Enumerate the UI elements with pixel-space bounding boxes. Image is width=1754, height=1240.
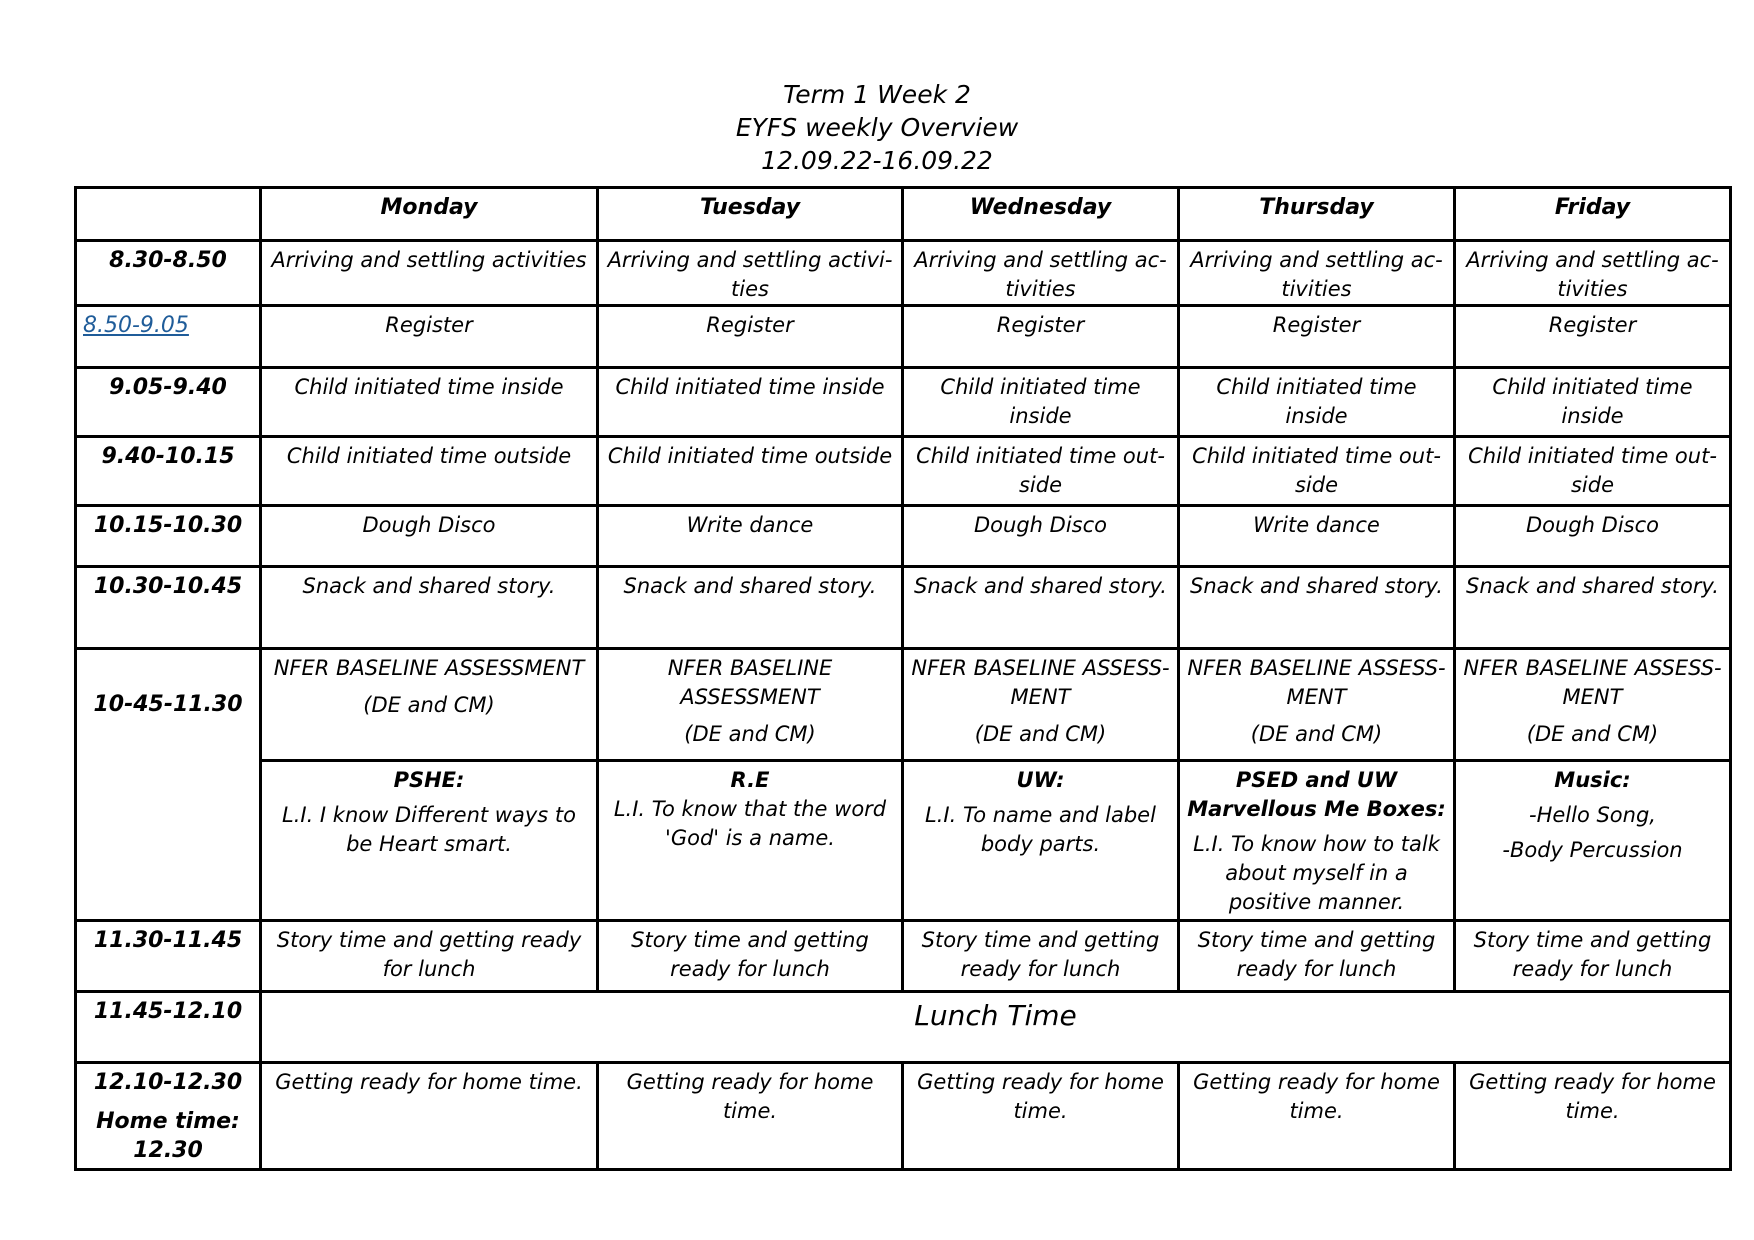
weekly-timetable <box>74 186 1732 1171</box>
activity-cell: Arriving and settling ac-tivities <box>903 241 1179 306</box>
lunch-cell: Lunch Time <box>261 992 1731 1063</box>
table-row <box>76 992 1731 1063</box>
lesson-cell: Music: -Hello Song, -Body Percussion <box>1455 761 1731 921</box>
activity-cell: Snack and shared story. <box>261 567 598 649</box>
activity-cell: Getting ready for home time. <box>903 1063 1179 1170</box>
table-row <box>76 241 1731 306</box>
activity-cell: Arriving and settling ac-tivities <box>1455 241 1731 306</box>
activity-cell: Register <box>1179 306 1455 368</box>
assessment-cell: NFER BASELINE ASSESSMENT (DE and CM) <box>261 649 598 761</box>
activity-cell: Child initiated time outside <box>261 437 598 506</box>
activity-cell: Register <box>261 306 598 368</box>
activity-cell: Getting ready for home time. <box>598 1063 903 1170</box>
home-time-range: 12.10-12.30 <box>93 1070 243 1095</box>
time-cell: 10-45-11.30 <box>76 649 261 921</box>
activity-cell: Register <box>1455 306 1731 368</box>
title-term-week: Term 1 Week 2 <box>783 80 971 109</box>
lesson-cell: R.E L.I. To know that the word 'God' is a name. <box>598 761 903 921</box>
assessment-cell: NFER BASELINE ASSESS-MENT (DE and CM) <box>903 649 1179 761</box>
day-header-friday: Friday <box>1455 188 1731 241</box>
activity-cell: Child initiated time inside <box>903 368 1179 437</box>
activity-cell: Getting ready for home time. <box>1455 1063 1731 1170</box>
time-cell: 8.30-8.50 <box>76 241 261 306</box>
time-cell: 11.30-11.45 <box>76 921 261 992</box>
document-title <box>0 78 1754 177</box>
time-cell: 9.40-10.15 <box>76 437 261 506</box>
activity-cell: Arriving and settling activities <box>261 241 598 306</box>
activity-cell: Child initiated time outside <box>598 437 903 506</box>
activity-cell: Child initiated time inside <box>1179 368 1455 437</box>
table-row <box>76 306 1731 368</box>
header-row <box>76 188 1731 241</box>
time-cell: 9.05-9.40 <box>76 368 261 437</box>
activity-cell: Child initiated time out-side <box>1179 437 1455 506</box>
table-row <box>76 506 1731 567</box>
day-header-monday: Monday <box>261 188 598 241</box>
activity-cell: Snack and shared story. <box>1455 567 1731 649</box>
home-time-label: Home time: <box>96 1109 240 1134</box>
activity-cell: Child initiated time inside <box>1455 368 1731 437</box>
activity-cell: Snack and shared story. <box>903 567 1179 649</box>
home-time-value: 12.30 <box>133 1138 203 1163</box>
assessment-cell: NFER BASELINE ASSESS-MENT (DE and CM) <box>1179 649 1455 761</box>
activity-cell: Arriving and settling activi-ties <box>598 241 903 306</box>
activity-cell: Register <box>903 306 1179 368</box>
table-row <box>76 761 1731 921</box>
corner-cell <box>76 188 261 241</box>
table-row <box>76 368 1731 437</box>
activity-cell: Register <box>598 306 903 368</box>
activity-cell: Getting ready for home time. <box>261 1063 598 1170</box>
lesson-cell: PSHE: L.I. I know Different ways to be Heart smart. <box>261 761 598 921</box>
activity-cell: Dough Disco <box>261 506 598 567</box>
activity-cell: Getting ready for home time. <box>1179 1063 1455 1170</box>
table-row <box>76 921 1731 992</box>
activity-cell: Child initiated time out-side <box>903 437 1179 506</box>
lesson-cell: PSED and UW Marvellous Me Boxes: L.I. To know how to talk about myself in a positive manner. <box>1179 761 1455 921</box>
activity-cell: Snack and shared story. <box>598 567 903 649</box>
table-row <box>76 437 1731 506</box>
time-link[interactable]: 8.50-9.05 <box>76 306 261 368</box>
time-cell: 10.15-10.30 <box>76 506 261 567</box>
activity-cell: Story time and getting ready for lunch <box>598 921 903 992</box>
lesson-cell: UW: L.I. To name and label body parts. <box>903 761 1179 921</box>
assessment-cell: NFER BASELINE ASSESSMENT (DE and CM) <box>598 649 903 761</box>
activity-cell: Snack and shared story. <box>1179 567 1455 649</box>
table-row <box>76 1063 1731 1170</box>
activity-cell: Story time and getting ready for lunch <box>903 921 1179 992</box>
activity-cell: Write dance <box>1179 506 1455 567</box>
table-row <box>76 649 1731 761</box>
activity-cell: Story time and getting ready for lunch <box>261 921 598 992</box>
time-cell: 11.45-12.10 <box>76 992 261 1063</box>
activity-cell: Arriving and settling ac-tivities <box>1179 241 1455 306</box>
activity-cell: Child initiated time out-side <box>1455 437 1731 506</box>
activity-cell: Dough Disco <box>1455 506 1731 567</box>
title-dates: 12.09.22-16.09.22 <box>761 146 993 175</box>
time-cell <box>76 1063 261 1170</box>
day-header-wednesday: Wednesday <box>903 188 1179 241</box>
table-row <box>76 567 1731 649</box>
assessment-cell: NFER BASELINE ASSESS-MENT (DE and CM) <box>1455 649 1731 761</box>
activity-cell: Dough Disco <box>903 506 1179 567</box>
day-header-thursday: Thursday <box>1179 188 1455 241</box>
day-header-tuesday: Tuesday <box>598 188 903 241</box>
title-overview: EYFS weekly Overview <box>735 113 1019 142</box>
activity-cell: Story time and getting ready for lunch <box>1455 921 1731 992</box>
activity-cell: Story time and getting ready for lunch <box>1179 921 1455 992</box>
activity-cell: Child initiated time inside <box>598 368 903 437</box>
time-cell: 10.30-10.45 <box>76 567 261 649</box>
activity-cell: Write dance <box>598 506 903 567</box>
activity-cell: Child initiated time inside <box>261 368 598 437</box>
